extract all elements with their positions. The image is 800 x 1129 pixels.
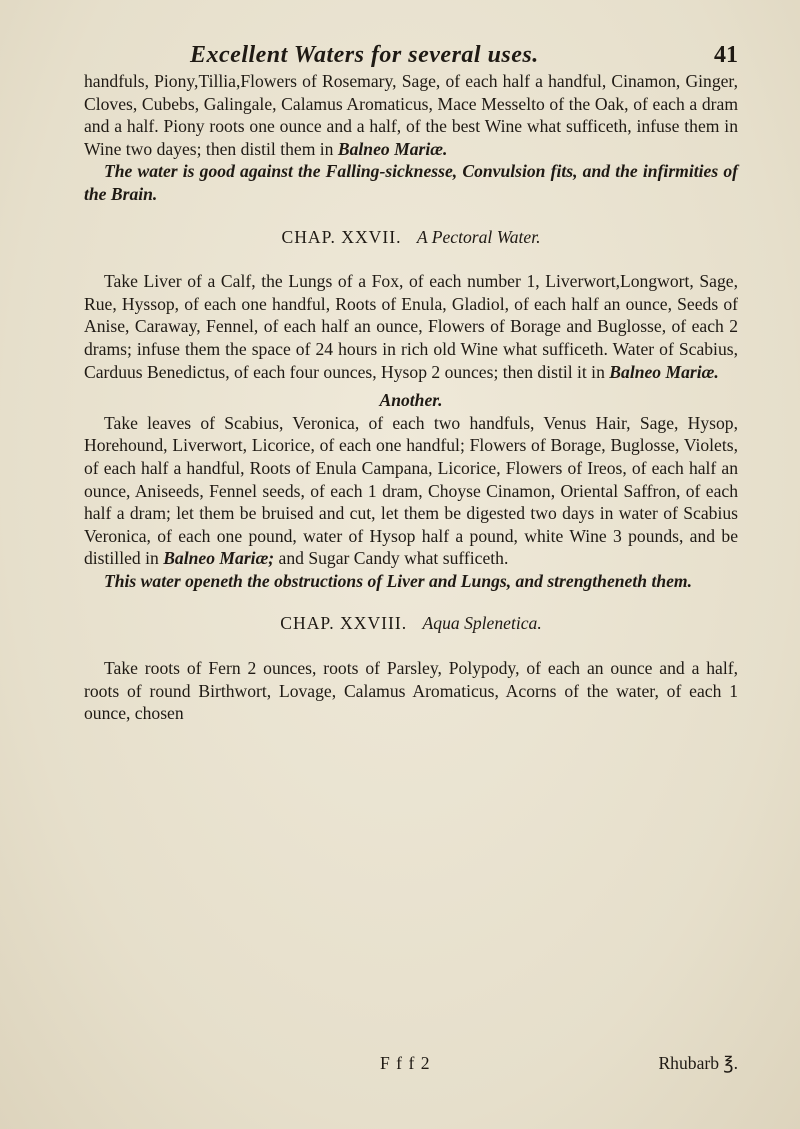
running-head — [0, 40, 800, 74]
paragraph-virtues: The water is good against the Falling-sicknesse, Convulsion fits, and the infirmities of the Brain. — [84, 161, 738, 204]
chapter-title: A Pectoral Water. — [416, 226, 541, 247]
body-text — [84, 70, 738, 725]
paragraph-virtues: This water openeth the obstructions of Liver and Lungs, and strengtheneth them. — [104, 570, 693, 591]
running-title: Excellent Waters for several uses. — [190, 42, 539, 68]
paragraph-text: Take leaves of Scabius, Veronica, of each two handfuls, Venus Hair, Sage, Hysop, Horehound, Liverwort, Licorice, of each one handful; Flowers of Borage, Buglosse, Violets, of each half a handful, Roots of Enula Campana, Licorice, Flowers of Ireos, of each half an ounce, Aniseeds, Fennel seeds, of each 1 dram, Choyse Cinamon, Oriental Saffron, of each half a dram; let them be bruised and cut, let them be digested two days in water of Scabius Veronica, of each one pound, water of Hysop half a pound, white Wine 3 pounds, and be distilled in — [84, 412, 738, 569]
catchword: Rhubarb ℥. — [658, 1053, 738, 1073]
balneo-mariae-term: Balneo Mariæ; — [163, 548, 275, 569]
signature-mark: F f f 2 — [380, 1053, 431, 1073]
page-number: 41 — [714, 42, 738, 68]
chapter-title: Aqua Splenetica. — [422, 613, 542, 634]
paragraph-another-recipe — [84, 412, 738, 570]
paragraph-text: handfuls, Piony,Tillia,Flowers of Rosemary, Sage, of each half a handful, Cinamon, Ginger, Cloves, Cubebs, Galingale, Calamus Aromaticus, Mace Messelto of the Oak, of each a dram and a half. Piony roots one ounce and a half, of the best Wine what sufficeth, infuse them in Wine two dayes; then distil them in — [84, 71, 738, 159]
chapter-number: CHAP. XXVIII. — [280, 613, 408, 634]
paragraph-pectoral-recipe — [84, 270, 738, 383]
chapter-number: CHAP. XXVII. — [281, 226, 402, 247]
chapter-heading-28 — [84, 612, 738, 635]
chapter-heading-27 — [84, 226, 738, 249]
balneo-mariae-term: Balneo Mariæ. — [337, 138, 448, 159]
subheading-another: Another. — [379, 390, 443, 411]
balneo-mariae-term: Balneo Mariæ. — [609, 361, 719, 382]
paragraph-text: Take Liver of a Calf, the Lungs of a Fox, of each number 1, Liverwort,Longwort, Sage, Rue, Hyssop, of each one handful, Roots of Enula, Gladiol, of each half an ounce, Seeds of Anise, Caraway, Fennel, of each half an ounce, Flowers of Borage and Buglosse, of each 2 drams; infuse them the space of 24 hours in rich old Wine what sufficeth. Water of Scabius, Carduus Benedictus, of each four ounces, Hysop 2 ounces; then distil it in — [84, 271, 738, 382]
paragraph-recipe-continuation — [84, 70, 738, 160]
paragraph-text-end: and Sugar Candy what sufficeth. — [278, 548, 509, 569]
paragraph-splenetic-recipe: Take roots of Fern 2 ounces, roots of Parsley, Polypody, of each an ounce and a half, roots of round Birthwort, Lovage, Calamus Aromaticus, Acorns of the water, of each 1 ounce, chosen — [84, 658, 738, 724]
